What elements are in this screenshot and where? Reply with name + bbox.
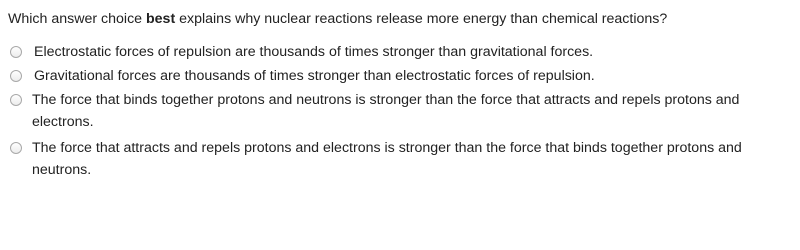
radio-button-option-4[interactable]	[10, 142, 22, 154]
answer-option-1-label[interactable]: Electrostatic forces of repulsion are thousands of times stronger than gravitational forces.	[34, 44, 594, 60]
answer-option-3-label[interactable]: The force that binds together protons and neutrons is stronger than the force that attracts and repels protons and electrons.	[32, 92, 740, 130]
radio-button-option-1[interactable]	[10, 46, 22, 58]
question-suffix: explains why nuclear reactions release more energy than chemical reactions?	[175, 11, 668, 27]
question-text	[8, 10, 667, 28]
answer-option-4-label[interactable]: The force that attracts and repels protons and electrons is stronger than the force that binds together protons and neutrons.	[32, 140, 742, 178]
answer-option-2-label[interactable]: Gravitational forces are thousands of times stronger than electrostatic forces of repulsion.	[34, 68, 595, 84]
radio-button-option-3[interactable]	[10, 94, 22, 106]
question-prefix: Which answer choice	[8, 11, 146, 27]
question-emphasis: best	[146, 11, 176, 27]
radio-button-option-2[interactable]	[10, 70, 22, 82]
